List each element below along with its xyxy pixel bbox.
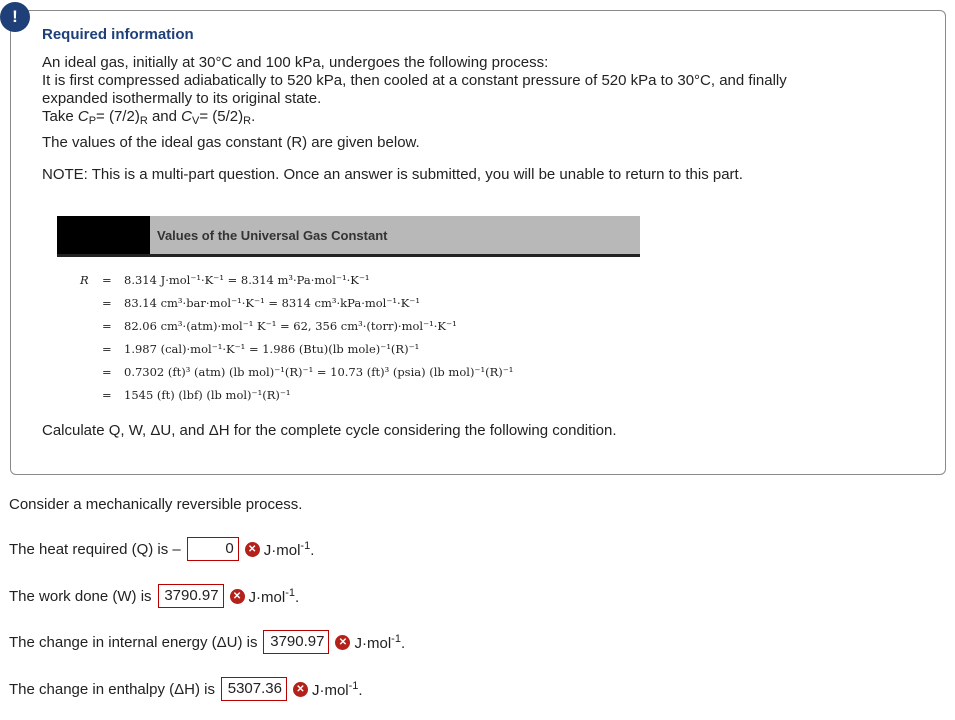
incorrect-x-icon: ✕ <box>293 682 308 697</box>
gas-table-title: Values of the Universal Gas Constant <box>150 216 640 254</box>
gas-constant-values <box>80 268 513 406</box>
table-header-block <box>57 216 150 254</box>
enthalpy-answer-field[interactable]: 5307.36 <box>221 677 287 701</box>
heat-question: The heat required (Q) is – 0 ✕ J·mol$^{-1}$. <box>9 537 314 561</box>
problem-statement <box>42 54 842 152</box>
note-text: NOTE: This is a multi-part question. Once an answer is submitted, you will be unable to return to this part. <box>42 166 743 183</box>
heat-answer-field[interactable]: 0 <box>187 537 239 561</box>
incorrect-x-icon: ✕ <box>245 542 260 557</box>
take-line: Take $C_P= (7/2)_R$ and $C_V= (5/2)_R$. <box>42 108 256 127</box>
enthalpy-question: The change in enthalpy (ΔH) is 5307.36 ✕ J·mol$^{-1}$. <box>9 677 363 701</box>
work-answer-field[interactable]: 3790.97 <box>158 584 224 608</box>
work-question: The work done (W) is 3790.97 ✕ J·mol$^{-1}$. <box>9 584 299 608</box>
gas-table-header <box>57 216 640 257</box>
intro-line-2: It is first compressed adiabatically to 520 kPa, then cooled at a constant pressure of 520 kPa to 30°C, and finally expanded isothermally to its original state. <box>42 72 787 107</box>
gas-constant-table <box>57 216 640 257</box>
incorrect-x-icon: ✕ <box>230 589 245 604</box>
gas-constant-intro: The values of the ideal gas constant (R) are given below. <box>42 134 420 151</box>
exclamation-icon: ! <box>0 2 30 32</box>
gas-constant-row: = 83.14 cm³·bar·mol⁻¹·K⁻¹ = 8314 cm³·kPa·mol⁻¹·K⁻¹ <box>102 295 420 310</box>
gas-constant-row: = 0.7302 (ft)³ (atm) (lb mol)⁻¹(R)⁻¹ = 10.73 (ft)³ (psia) (lb mol)⁻¹(R)⁻¹ <box>102 364 514 379</box>
condition-text: Consider a mechanically reversible process. <box>9 496 303 513</box>
calculate-instruction: Calculate Q, W, ΔU, and ΔH for the complete cycle considering the following condition. <box>42 422 617 439</box>
intro-line-1: An ideal gas, initially at 30°C and 100 kPa, undergoes the following process: <box>42 54 549 71</box>
gas-constant-row: = 1.987 (cal)·mol⁻¹·K⁻¹ = 1.986 (Btu)(lb mole)⁻¹(R)⁻¹ <box>102 341 420 356</box>
gas-constant-row: = 1545 (ft) (lbf) (lb mol)⁻¹(R)⁻¹ <box>102 387 291 402</box>
incorrect-x-icon: ✕ <box>335 635 350 650</box>
gas-constant-row: R = 8.314 J·mol⁻¹·K⁻¹ = 8.314 m³·Pa·mol⁻¹·K⁻¹ <box>80 272 370 287</box>
internal-energy-answer-field[interactable]: 3790.97 <box>263 630 329 654</box>
gas-constant-row: = 82.06 cm³·(atm)·mol⁻¹ K⁻¹ = 62, 356 cm³·(torr)·mol⁻¹·K⁻¹ <box>102 318 457 333</box>
internal-energy-question: The change in internal energy (ΔU) is 3790.97 ✕ J·mol$^{-1}$. <box>9 630 405 654</box>
required-info-title: Required information <box>42 26 194 43</box>
